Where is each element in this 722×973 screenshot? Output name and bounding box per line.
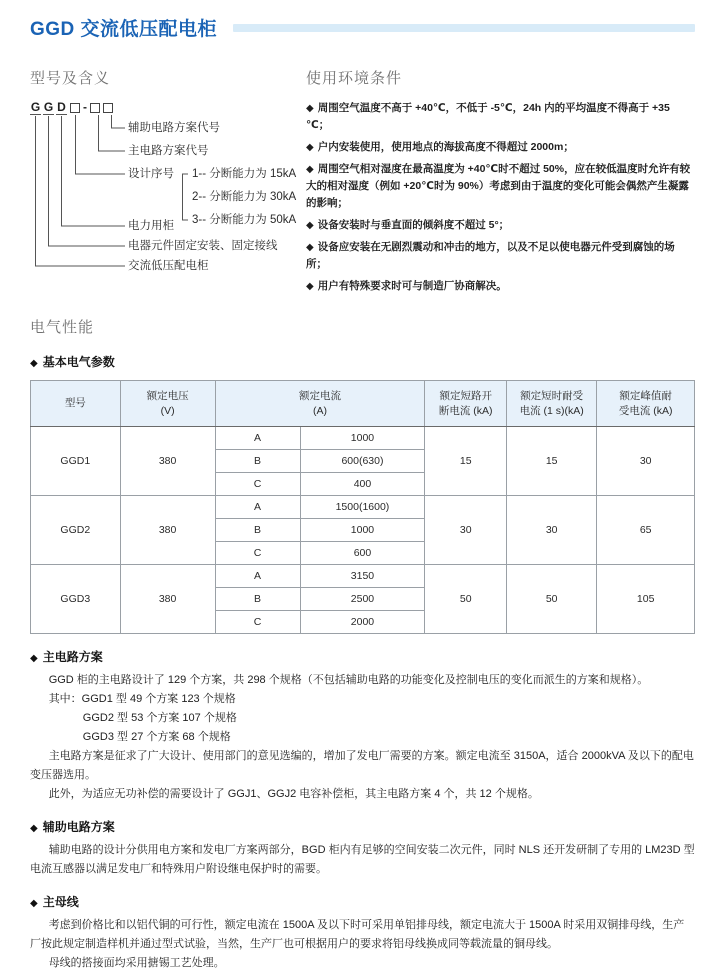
cell-voltage: 380 [120,496,215,565]
cell-current-value: 2000 [300,611,425,634]
diamond-bullet-icon: ◆ [306,281,314,292]
main-circuit-line: GGD2 型 53 个方案 107 个规格 [82,712,237,724]
diamond-bullet-icon: ◆ [306,103,314,114]
diamond-bullet-icon: ◆ [306,242,314,253]
diagram-label-aux-code: 辅助电路方案代号 [128,122,220,134]
cell-withstand: 50 [507,565,597,634]
cell-current-value: 600(630) [300,450,425,473]
cell-breaking: 15 [425,427,507,496]
cell-peak: 65 [597,496,695,565]
table-header-row [31,381,695,427]
top-two-column-area [30,67,695,300]
environment-bullet-text: 周围空气相对湿度在最高温度为 +40℃时不超过 50%，应在较低温度时允许有较大的相对湿度（例如 +20℃时为 90%）考虑到由于温度的变化可能会偶然产生凝露的影响； [306,163,691,209]
diagram-label-design-no: 设计序号 [128,168,174,180]
diamond-bullet-icon: ◆ [30,653,38,664]
cell-current-grade: B [215,588,300,611]
diamond-bullet-icon: ◆ [306,164,314,175]
cell-breaking: 30 [425,496,507,565]
model-code-box [103,103,113,113]
environment-bullet-text: 用户有特殊要求时可与制造厂协商解决。 [317,280,507,292]
diamond-bullet-icon: ◆ [30,823,38,834]
main-circuit-paragraph: 此外，为适应无功补偿的需要设计了 GGJ1、GGJ2 电容补偿柜，其主电路方案 4 个，共 12 个规格。 [48,788,539,800]
cell-model: GGD3 [31,565,121,634]
header-withstand-current: 额定短时耐受 电流 (1 s)(kA) [507,381,597,427]
environment-heading: 使用环境条件 [306,70,403,87]
busbar-section [30,893,695,973]
aux-circuit-paragraph: 辅助电路的设计分供用电方案和发电厂方案两部分，BGD 柜内有足够的空间安装二次元件，同时 NLS 还开发研制了专用的 LM23D 型电流互感器以满足发电厂和特殊用户附设继电保护时的需要。 [30,844,695,875]
main-circuit-heading: ◆ 主电路方案 [30,650,103,664]
model-meaning-heading: 型号及含义 [30,70,111,87]
table-row [31,565,695,588]
aux-circuit-heading: ◆ 辅助电路方案 [30,820,115,834]
header-rated-current: 额定电流 (A) [215,381,425,427]
cell-model: GGD2 [31,496,121,565]
main-circuit-section [30,648,695,804]
cell-peak: 30 [597,427,695,496]
cell-current-grade: A [215,496,300,519]
environment-section [302,67,695,300]
busbar-heading: ◆ 主母线 [30,895,79,909]
title-accent-bar [233,24,695,32]
diamond-bullet-icon: ◆ [30,358,38,369]
diagram-label-fixed-mount: 电器元件固定安装、固定接线 [128,240,278,252]
main-circuit-paragraph: 主电路方案是征求了广大设计、使用部门的意见选编的，增加了发电厂需要的方案。额定电流至 3150A，适合 2000kVA 及以下的配电变压器选用。 [30,750,694,781]
cell-peak: 105 [597,565,695,634]
main-circuit-line: GGD3 型 27 个方案 68 个规格 [82,731,231,743]
diamond-bullet-icon: ◆ [30,898,38,909]
environment-bullet [306,239,695,273]
model-code-box [70,103,80,113]
diamond-bullet-icon: ◆ [306,142,314,153]
environment-bullet [306,278,695,295]
environment-bullet [306,217,695,234]
diagram-label-power-cabinet: 电力用柜 [128,220,174,232]
environment-bullet-text: 周围空气温度不高于 +40℃，不低于 -5℃，24h 内的平均温度不得高于 +35 ℃； [306,102,670,131]
basic-parameters-subheading: ◆ 基本电气参数 [30,355,115,369]
environment-bullet [306,139,695,156]
model-code-letter: G [30,100,41,114]
cell-current-value: 1500(1600) [300,496,425,519]
header-breaking-current: 额定短路开 断电流 (kA) [425,381,507,427]
environment-bullet [306,100,695,134]
table-row [31,427,695,450]
cell-current-grade: A [215,565,300,588]
header-model: 型号 [31,381,121,427]
cell-breaking: 50 [425,565,507,634]
cell-current-value: 3150 [300,565,425,588]
aux-circuit-section [30,818,695,879]
cell-voltage: 380 [120,427,215,496]
cell-current-value: 600 [300,542,425,565]
model-code-letter: D [57,100,66,114]
model-code-letter: G [43,100,54,114]
cell-current-value: 1000 [300,427,425,450]
cell-model: GGD1 [31,427,121,496]
cell-current-value: 2500 [300,588,425,611]
environment-bullet-text: 户内安装使用，使用地点的海拔高度不得超过 2000m； [317,141,574,153]
cell-voltage: 380 [120,565,215,634]
cell-withstand: 30 [507,496,597,565]
cell-current-grade: B [215,519,300,542]
electrical-parameters-table [30,380,695,634]
busbar-paragraph: 考虑到价格比和以铝代铜的可行性，额定电流在 1500A 及以下时可采用单铝排母线，额定电流大于 1500A 时采用双铜排母线，生产厂按此规定制造样机并通过型式试验，当然，生产厂也可根据用户的要求将铝母线换成同等载流量的铜母线。 [30,919,685,950]
cell-current-grade: C [215,611,300,634]
page-title: GGD 交流低压配电柜 [30,19,218,40]
diagram-option-50ka: 3-- 分断能力为 50kA [192,214,297,226]
main-circuit-line: GGD 柜的主电路设计了 129 个方案，共 298 个规格（不包括辅助电路的功能变化及控制电压的变化而派生的方案和规格）。 [48,674,649,686]
diagram-label-ac-cabinet: 交流低压配电柜 [128,260,209,272]
diagram-option-15ka: 1-- 分断能力为 15kA [192,168,297,180]
cell-current-grade: C [215,542,300,565]
diamond-bullet-icon: ◆ [306,220,314,231]
cell-current-value: 1000 [300,519,425,542]
model-code-dash: - [83,100,87,114]
cell-current-value: 400 [300,473,425,496]
busbar-paragraph: 母线的搭接面均采用搪锡工艺处理。 [48,957,225,969]
diagram-option-30ka: 2-- 分断能力为 30kA [192,191,297,203]
environment-bullet-list [306,100,695,295]
model-code-box [90,103,100,113]
main-circuit-line: 其中：GGD1 型 49 个方案 123 个规格 [48,693,236,705]
diagram-label-main-code: 主电路方案代号 [128,145,209,157]
model-meaning-section [30,67,302,300]
page-header [30,14,695,41]
electrical-performance-heading: 电气性能 [30,319,95,336]
cell-withstand: 15 [507,427,597,496]
model-code-diagram [30,100,302,282]
cell-current-grade: B [215,450,300,473]
environment-bullet-text: 设备应安装在无剧烈震动和冲击的地方，以及不足以使电器元件受到腐蚀的场所； [306,241,675,270]
header-peak-current: 额定峰值耐 受电流 (kA) [597,381,695,427]
environment-bullet [306,161,695,212]
header-rated-voltage: 额定电压 (V) [120,381,215,427]
cell-current-grade: A [215,427,300,450]
table-row [31,496,695,519]
environment-bullet-text: 设备安装时与垂直面的倾斜度不超过 5°； [317,219,510,231]
cell-current-grade: C [215,473,300,496]
